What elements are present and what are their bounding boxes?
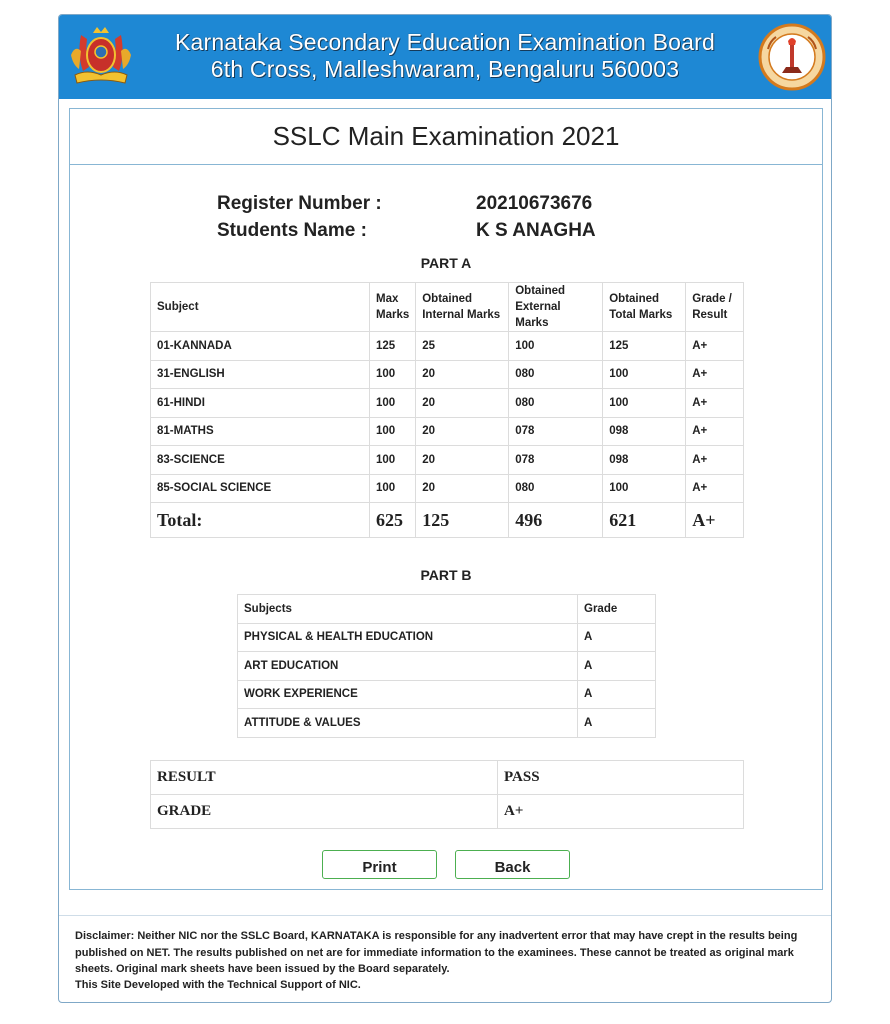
column-header: Grade <box>578 595 656 624</box>
subject-cell: ART EDUCATION <box>238 652 578 681</box>
subject-cell: ATTITUDE & VALUES <box>238 709 578 738</box>
board-name: Karnataka Secondary Education Examination Board <box>174 29 715 55</box>
subject-cell: 83-SCIENCE <box>151 446 370 475</box>
table-row <box>151 474 744 503</box>
table-row <box>151 360 744 389</box>
max-marks-cell: 125 <box>370 332 416 361</box>
column-header: Obtained Internal Marks <box>416 283 509 332</box>
max-marks-cell: 100 <box>370 417 416 446</box>
subject-cell: 31-ENGLISH <box>151 360 370 389</box>
subject-cell: WORK EXPERIENCE <box>238 680 578 709</box>
column-header: Subjects <box>238 595 578 624</box>
external-marks-cell: 100 <box>509 332 603 361</box>
table-header-row <box>238 595 656 624</box>
subject-cell: 01-KANNADA <box>151 332 370 361</box>
part-a-table <box>150 282 744 538</box>
internal-marks-cell: 20 <box>416 389 509 418</box>
grade-cell: A+ <box>686 389 744 418</box>
internal-marks-cell: 20 <box>416 360 509 389</box>
total-row <box>151 503 744 538</box>
external-marks-cell: 080 <box>509 474 603 503</box>
grade-cell: A <box>578 709 656 738</box>
external-marks-cell: 078 <box>509 446 603 475</box>
subject-cell: 81-MATHS <box>151 417 370 446</box>
register-number-label: Register Number : <box>217 193 382 214</box>
internal-marks-cell: 25 <box>416 332 509 361</box>
part-b-table <box>237 594 656 738</box>
grade-label: GRADE <box>151 795 498 829</box>
grade-cell: A <box>578 652 656 681</box>
table-row <box>151 417 744 446</box>
external-marks-cell: 080 <box>509 360 603 389</box>
total-marks-cell: 098 <box>603 446 686 475</box>
table-row <box>238 709 656 738</box>
student-name-label: Students Name : <box>217 220 367 241</box>
total-grade: A+ <box>686 503 744 538</box>
result-card <box>69 108 823 890</box>
grade-value: A+ <box>498 795 744 829</box>
subject-cell: 85-SOCIAL SCIENCE <box>151 474 370 503</box>
total-marks-cell: 098 <box>603 417 686 446</box>
disclaimer-section <box>59 915 831 991</box>
column-header: Subject <box>151 283 370 332</box>
max-marks-cell: 100 <box>370 389 416 418</box>
total-internal-marks: 125 <box>416 503 509 538</box>
column-header: Obtained Total Marks <box>603 283 686 332</box>
total-label: Total: <box>151 503 370 538</box>
subject-cell: 61-HINDI <box>151 389 370 418</box>
grade-cell: A+ <box>686 332 744 361</box>
table-header-row <box>151 283 744 332</box>
student-name-value: K S ANAGHA <box>476 220 596 241</box>
internal-marks-cell: 20 <box>416 474 509 503</box>
board-header <box>59 15 831 99</box>
result-value: PASS <box>498 761 744 795</box>
table-row <box>238 680 656 709</box>
total-external-marks: 496 <box>509 503 603 538</box>
grade-cell: A+ <box>686 360 744 389</box>
back-button[interactable]: Back <box>455 850 570 879</box>
total-obtained-marks: 621 <box>603 503 686 538</box>
grade-cell: A+ <box>686 417 744 446</box>
max-marks-cell: 100 <box>370 360 416 389</box>
part-b-title: PART B <box>420 567 472 583</box>
register-number-value: 20210673676 <box>476 193 593 214</box>
table-row <box>238 623 656 652</box>
table-row <box>151 389 744 418</box>
grade-cell: A+ <box>686 474 744 503</box>
disclaimer-text: Disclaimer: Neither NIC nor the SSLC Board, KARNATAKA is responsible for any inadvertent error that may have crept in the results being published on NET. The results published on net are for immediate information to the examinees. These cannot be treated as original mark sheets. Original mark sheets have been issued by the Board separately. <box>75 930 798 975</box>
grade-cell: A <box>578 680 656 709</box>
total-marks-cell: 100 <box>603 474 686 503</box>
external-marks-cell: 078 <box>509 417 603 446</box>
part-a-title: PART A <box>420 255 472 271</box>
exam-title: SSLC Main Examination 2021 <box>70 109 822 165</box>
column-header: Grade / Result <box>686 283 744 332</box>
table-row <box>238 652 656 681</box>
total-max-marks: 625 <box>370 503 416 538</box>
subject-cell: PHYSICAL & HEALTH EDUCATION <box>238 623 578 652</box>
column-header: Max Marks <box>370 283 416 332</box>
grade-cell: A <box>578 623 656 652</box>
total-marks-cell: 100 <box>603 389 686 418</box>
table-row <box>151 761 744 795</box>
kseeb-seal-icon <box>758 23 826 91</box>
total-marks-cell: 100 <box>603 360 686 389</box>
total-marks-cell: 125 <box>603 332 686 361</box>
table-row <box>151 332 744 361</box>
table-row <box>151 795 744 829</box>
print-button[interactable]: Print <box>322 850 437 879</box>
board-address: 6th Cross, Malleshwaram, Bengaluru 560003 <box>210 56 680 82</box>
max-marks-cell: 100 <box>370 474 416 503</box>
grade-cell: A+ <box>686 446 744 475</box>
result-label: RESULT <box>151 761 498 795</box>
result-table <box>150 760 744 829</box>
internal-marks-cell: 20 <box>416 446 509 475</box>
internal-marks-cell: 20 <box>416 417 509 446</box>
column-header: Obtained External Marks <box>509 283 603 332</box>
page-frame <box>58 14 832 1003</box>
max-marks-cell: 100 <box>370 446 416 475</box>
external-marks-cell: 080 <box>509 389 603 418</box>
table-row <box>151 446 744 475</box>
nic-credit: This Site Developed with the Technical Support of NIC. <box>75 979 361 991</box>
